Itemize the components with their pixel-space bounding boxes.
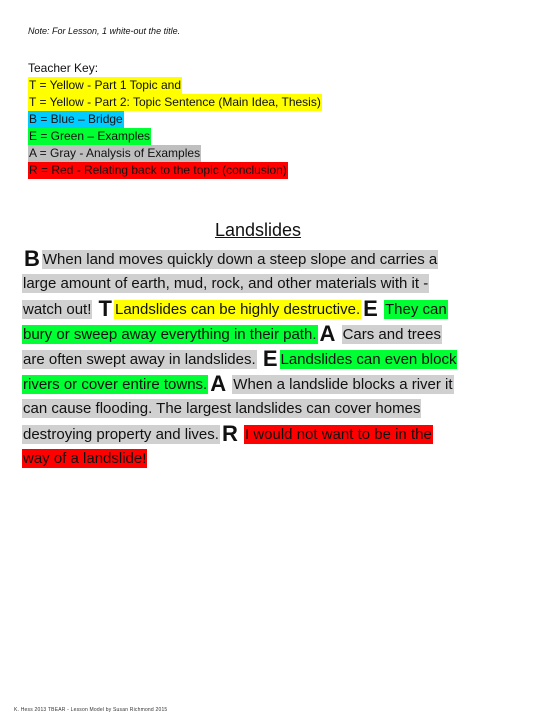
paragraph-line — [22, 371, 512, 396]
paragraph-line — [22, 271, 512, 296]
marker-b: B — [24, 246, 40, 271]
key-item-analysis: A = Gray - Analysis of Examples — [29, 146, 201, 160]
marker-r: R — [221, 421, 238, 446]
marker-a: A — [319, 321, 336, 346]
bridge-text: large amount of earth, mud, rock, and other materials with it - — [23, 275, 429, 292]
marker-e: E — [363, 296, 378, 321]
analysis-text: are often swept away in landslides. — [23, 351, 256, 368]
paragraph-line — [22, 296, 512, 321]
conclusion-text: way of a landslide! — [23, 450, 147, 467]
paragraph-line — [22, 421, 512, 446]
analysis-text: can cause flooding. The largest landslides can cover homes — [23, 400, 421, 417]
key-item-bridge: B = Blue – Bridge — [29, 112, 123, 126]
footer-credit: K. Hess 2013 TBEAR - Lesson Model by Susan Richmond 2015 — [14, 707, 168, 713]
key-item-relating: R = Red - Relating back to the topic (conclusion) — [29, 163, 287, 177]
bridge-text: watch out! — [23, 301, 92, 318]
conclusion-text: I would not want to be in the — [245, 426, 432, 443]
teacher-key-heading: Teacher Key: — [28, 61, 99, 75]
paragraph-line — [22, 396, 512, 421]
essay-title-wrap — [0, 220, 540, 241]
paragraph-line — [22, 446, 512, 471]
key-item-topic-sentence: T = Yellow - Part 2: Topic Sentence (Main Idea, Thesis) — [29, 95, 321, 109]
marker-a: A — [210, 371, 227, 396]
key-item-topic: T = Yellow - Part 1 Topic and — [29, 78, 181, 92]
example-text: Landslides can even block — [280, 351, 457, 368]
analysis-text: Cars and trees — [342, 326, 441, 343]
marker-t: T — [98, 296, 112, 321]
example-text: They can — [385, 301, 447, 318]
teacher-key — [28, 60, 322, 179]
essay-paragraph — [22, 246, 512, 471]
key-item-examples: E = Green – Examples — [29, 129, 151, 143]
lesson-note: Note: For Lesson, 1 white-out the title. — [28, 26, 181, 36]
marker-e: E — [262, 346, 278, 371]
paragraph-line — [22, 346, 512, 371]
essay-title: Landslides — [214, 220, 302, 240]
topic-sentence: Landslides can be highly destructive. — [115, 301, 361, 318]
analysis-text: When a landslide blocks a river it — [233, 376, 453, 393]
example-text: bury or sweep away everything in their path. — [23, 326, 317, 343]
paragraph-line — [22, 321, 512, 346]
bridge-text: When land moves quickly down a steep slope and carries a — [42, 251, 438, 268]
example-text: rivers or cover entire towns. — [23, 376, 208, 393]
analysis-text: destroying property and lives. — [23, 426, 219, 443]
paragraph-line — [22, 246, 512, 271]
